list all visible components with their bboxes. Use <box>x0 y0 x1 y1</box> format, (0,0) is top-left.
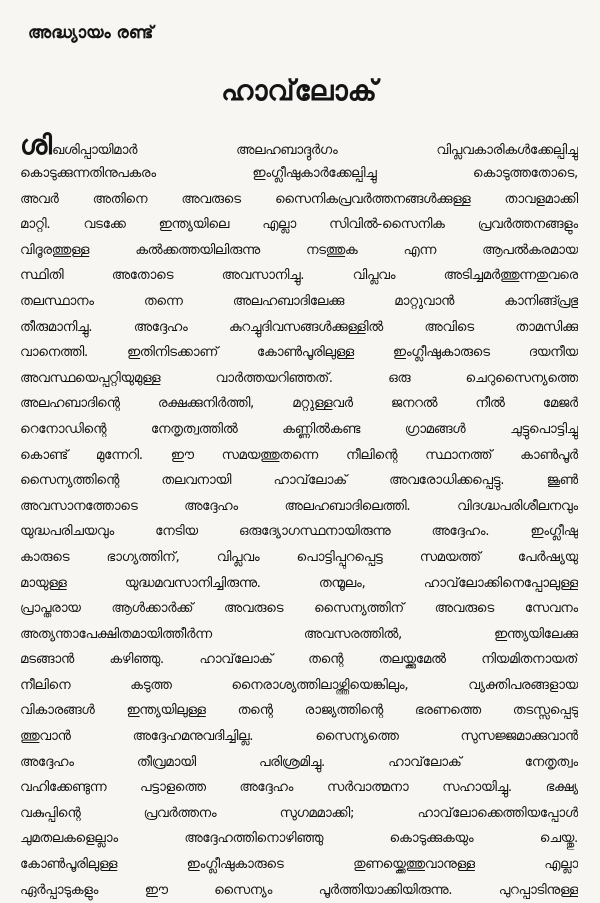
text-line: ത്തുവാൻ അദ്ദേഹമനുവദിച്ചില്ല. സൈന്യത്തെ സുസജ്ജമാക്കുവാൻ <box>20 729 578 745</box>
text-line-rest: ഖശിപ്പായിമാർ അലഹബാദ്ദുർഗം വിപ്ലവകാരികൾക്കേല്പിച്ചു <box>52 143 578 158</box>
text-line: അവസ്ഥയെപ്പറ്റിയുമുള്ള വാർത്തയറിഞ്ഞത്. ഒരു ചെറുസൈന്യത്തെ <box>20 370 578 386</box>
text-line: തീരുമാനിച്ചു. അദ്ദേഹം കുറച്ചുദിവസങ്ങൾക്കുള്ളിൽ അവിടെ താമസിക്കു <box>20 319 578 335</box>
chapter-title: ഹാവ്‌ലോക് <box>221 74 377 107</box>
chapter-label: അദ്ധ്യായം രണ്ട് <box>28 23 154 43</box>
text-line: മാറ്റി. വടക്കേ ഇന്ത്യയിലെ എല്ലാ സിവിൽ-സൈനിക പ്രവർത്തനങ്ങളും <box>20 217 578 233</box>
text-line: അലഹബാദിന്റെ രക്ഷക്കുനിർത്തി, മറ്റുള്ളവർ ജനറൽ നീൽ മേജർ <box>20 396 578 412</box>
text-line: മായുള്ള യുദ്ധമവസാനിച്ചിരുന്നു. തന്മൂലം, ഹാവ്‌ലോക്കിനെപ്പോലുള്ള <box>20 575 578 591</box>
text-line: ഏർപ്പാടുകളും ഈ സൈന്യം പൂർത്തിയാക്കിയിരുന്നു. പുറപ്പാടിനുള്ള <box>20 882 578 898</box>
text-line: കൊടുക്കുന്നതിനുപകരം ഇംഗ്ലീഷുകാർക്കേല്പിച്ചു കൊടുത്തതോടെ, <box>20 166 578 181</box>
text-line: കോൺപൂരിലുള്ള ഇംഗ്ലീഷുകാരുടെ തുണയ്ക്കെത്തുവാനുള്ള എല്ലാ <box>20 857 578 873</box>
text-line: റെനോഡിന്റെ നേതൃത്വത്തിൽ കണ്ണിൽകണ്ട ഗ്രാമങ്ങൾ ചുട്ടുപൊട്ടിച്ചു <box>20 421 578 437</box>
text-line: അവർ അതിനെ അവരുടെ സൈനികപ്രവർത്തനങ്ങൾക്കുള്ള താവളമാക്കി <box>20 191 578 207</box>
text-line: തലസ്ഥാനം തന്നെ അലഹബാദിലേക്കു മാറ്റുവാൻ കാനിങ്ങ്പ്രഭു <box>20 293 578 309</box>
text-line <box>20 131 578 161</box>
text-line: നീലിനെ കടുത്ത നൈരാശ്യത്തിലാഴ്ത്തിയെങ്കിലും, വ്യക്തിപരങ്ങളായ <box>20 677 578 693</box>
text-line: വഹിക്കേണ്ടുന്ന പട്ടാളത്തെ അദ്ദേഹം സർവാത്മനാ സഹായിച്ചു. ഭക്ഷ്യ <box>20 780 578 796</box>
text-line: അദ്ദേഹം തീവ്രമായി പരിശ്രമിച്ചു. ഹാവ്‌ലോക് നേതൃത്വം <box>20 754 578 770</box>
text-line: അത്യന്താപേക്ഷിതമായിത്തീർന്ന അവസരത്തിൽ, ഇന്ത്യയിലേക്കു <box>20 626 578 642</box>
text-line: കാരുടെ ഭാഗ്യത്തിന്, വിപ്ലവം പൊട്ടിപ്പുറപ്പെട്ട സമയത്ത് പേർഷ്യയു <box>20 549 578 565</box>
text-line: അവസാനത്തോടെ അദ്ദേഹം അലഹബാദിലെത്തി. വിദഗ്ദ്ധപരിശീലനവും <box>20 498 578 514</box>
text-line: കൊണ്ട് മുന്നേറി. ഈ സമയത്തുതന്നെ നീലിന്റെ സ്ഥാനത്ത് കാൺപൂർ <box>20 447 578 463</box>
text-line: വിദൂരത്തുള്ള കൽക്കത്തയിലിരുന്നു നടത്തുക എന്ന ആപൽകരമായ <box>20 242 578 258</box>
text-line: ചുമതലകളെല്ലാം അദ്ദേഹത്തിനൊഴിഞ്ഞു കൊടുക്കുകയും ചെയ്തു. <box>20 831 578 847</box>
text-line: സ്ഥിതി അതോടെ അവസാനിച്ചു. വിപ്ലവം അടിച്ചമർത്തുന്നതുവരെ <box>20 268 578 284</box>
text-line: പ്രാപ്തരായ ആൾക്കാർക്ക് അവരുടെ സൈന്യത്തിന് അവരുടെ സേവനം <box>20 601 578 617</box>
text-line: വാനെത്തി. ഇതിനിടക്കാണ് കോൺപൂരിലുള്ള ഇംഗ്ലീഷുകാരുടെ ദയനീയ <box>20 345 578 361</box>
text-line: യുദ്ധപരിചയവും നേടിയ ഒരുദ്യോഗസ്ഥനായിരുന്നു അദ്ദേഹം. ഇംഗ്ലീഷു <box>20 524 578 540</box>
text-line: വകുപ്പിന്റെ പ്രവർത്തനം സുഗമമാക്കി; ഹാവ്‌ലോക്കെത്തിയപ്പോൾ <box>20 805 578 821</box>
text-line: വികാരങ്ങൾ ഇന്ത്യയിലുള്ള തന്റെ രാജ്യത്തിന്റെ ഭരണത്തെ തടസ്സപ്പെടു <box>20 703 578 719</box>
text-line: മടങ്ങാൻ കഴിഞ്ഞു. ഹാവ്‌ലോക് തന്റെ തലയ്ക്കുമേൽ നിയമിതനായത് <box>20 652 578 668</box>
body-text <box>20 131 578 903</box>
drop-cap: ശി <box>20 131 53 161</box>
text-line: സൈന്യത്തിന്റെ തലവനായി ഹാവ്‌ലോക് അവരോധിക്കപ്പെട്ടു. ജൂൺ <box>20 473 578 489</box>
